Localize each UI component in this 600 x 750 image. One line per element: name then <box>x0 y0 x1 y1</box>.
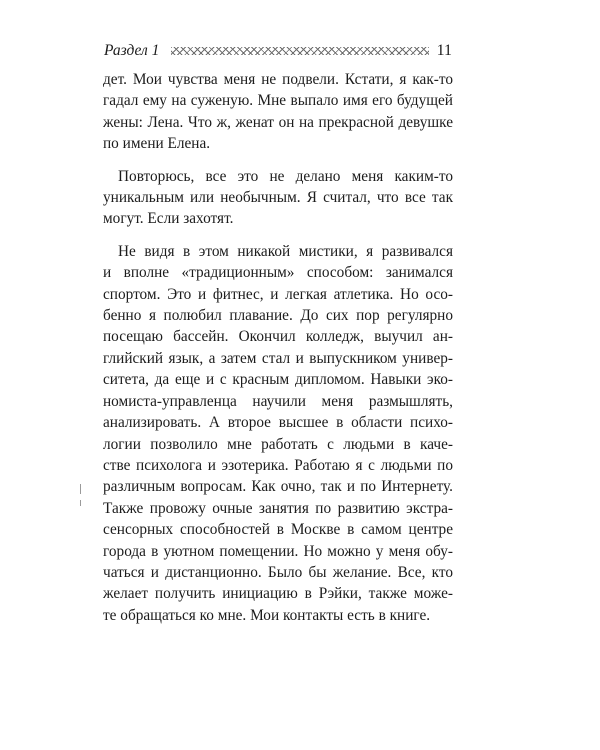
text-line: те обращаться ко мне. Мои контакты есть в книге. <box>103 606 431 624</box>
text-line: посещаю бассейн. Окончил колледж, выучил ан- <box>103 328 453 346</box>
text-line: различным вопросам. Как очно, так и по Интернету. <box>103 478 453 496</box>
text-line: желает получить инициацию в Рэйки, также може- <box>103 585 453 603</box>
decorative-ornament-line <box>171 47 428 55</box>
text-line: чаться и дистанционно. Было бы желание. Все, кто <box>103 563 453 581</box>
text-line: номиста-управленца научили меня размышлять, <box>103 392 453 410</box>
text-line: гадал ему на суженую. Мне выпало имя его будущей <box>103 92 453 110</box>
text-line: и вполне «традиционным» способом: занимался <box>103 264 453 282</box>
text-line: сенсорных способностей в Москве в самом центре <box>103 521 453 539</box>
text-line: стве психолога и эзотерика. Работаю я с людьми по <box>103 456 453 474</box>
text-line: по имени Елена. <box>103 135 211 153</box>
scan-margin-mark <box>80 484 81 494</box>
text-line: Также провожу очные занятия по развитию экстра- <box>103 499 453 517</box>
text-line: уникальным или необычным. Я считал, что все так <box>103 189 453 207</box>
paragraph-3 <box>103 241 453 626</box>
text-line: Не видя в этом никакой мистики, я развивался <box>118 242 453 260</box>
text-line: дет. Мои чувства меня не подвели. Кстати, я как-то <box>103 71 453 88</box>
scan-margin-mark <box>80 500 81 506</box>
text-line: города в уютном помещении. Но можно у меня обу- <box>103 542 453 560</box>
text-line: глийский язык, а затем стал и выпускником универ- <box>103 349 453 367</box>
text-line: ситета, да еще и с красным дипломом. Навыки эко- <box>103 371 453 389</box>
text-line: жены: Лена. Что ж, женат он на прекрасной девушке <box>103 113 453 131</box>
text-line: Повторюсь, все это не делано меня каким-то <box>118 167 453 185</box>
body-text <box>103 69 453 626</box>
text-line: спортом. Это и фитнес, и легкая атлетика. Но осо- <box>103 285 453 303</box>
text-line: логии позволило мне работать с людьми в каче- <box>103 435 453 453</box>
page-number: 11 <box>436 42 452 59</box>
text-line: могут. Если захотят. <box>103 210 234 228</box>
text-line: бенно я полюбил плавание. До сих пор регулярно <box>103 307 453 325</box>
paragraph-1 <box>103 69 453 155</box>
paragraph-2 <box>103 166 453 230</box>
text-line: анализировать. А второе высшее в области психо- <box>103 414 453 432</box>
running-header <box>104 41 452 61</box>
section-title: Раздел 1 <box>104 42 160 59</box>
